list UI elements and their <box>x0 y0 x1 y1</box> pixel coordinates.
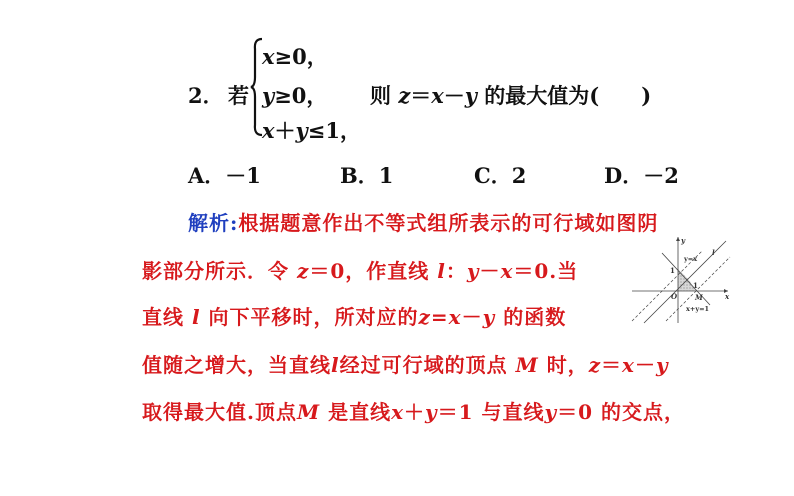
stem-eq: ＝ <box>410 83 432 108</box>
line4-a: 值随之增大，当直线 <box>142 353 331 377</box>
solution-line-3 <box>142 301 566 330</box>
cond3-var2: y <box>295 118 308 143</box>
line3-x: x <box>448 305 462 329</box>
line4-y: y <box>655 353 669 377</box>
condition-2 <box>262 80 327 110</box>
line4-m: M <box>515 353 539 377</box>
cond1-rest: ≥0， <box>274 44 328 69</box>
line4-z: z <box>588 353 602 377</box>
line2-c: ： <box>445 259 467 283</box>
cond1-var: x <box>262 44 275 69</box>
label-x-plus-y-eq-1: x+y=1 <box>686 305 710 313</box>
line2-l: l <box>437 259 446 283</box>
option-a[interactable] <box>188 160 261 190</box>
label-y-axis: y <box>681 236 686 245</box>
line5-d: ＝1 与直线 <box>437 400 545 424</box>
stem-y: y <box>464 83 477 108</box>
solution-line-1 <box>188 207 658 236</box>
label-1-y: 1 <box>670 266 675 275</box>
cond3-plus: ＋ <box>274 118 296 143</box>
option-d-label: D． <box>604 163 644 188</box>
cond2-rest: ≥0， <box>274 83 328 108</box>
stem-x: x <box>431 83 444 108</box>
line5-y2: y <box>544 400 558 424</box>
stem-z: z <box>398 83 411 108</box>
line3-l: l <box>191 305 201 329</box>
condition-3 <box>262 115 361 145</box>
option-a-value: －1 <box>225 163 261 188</box>
line4-x: x <box>622 353 635 377</box>
line3-e: 的函数 <box>503 305 567 329</box>
solution-colon: : <box>230 211 239 235</box>
condition-1 <box>262 41 328 71</box>
solution-line1-text: 根据题意作出不等式组所表示的可行域如图阴 <box>238 211 659 235</box>
label-O: O <box>671 292 678 301</box>
solution-heading: 解析 <box>188 211 230 235</box>
stem-ask: 的最大值为( ) <box>484 83 652 108</box>
option-c-value: 2 <box>511 163 527 188</box>
question-number: 2． <box>188 83 224 108</box>
line4-b: 经过可行域的顶点 <box>339 353 508 377</box>
y-axis-arrow <box>676 237 680 241</box>
question-ruo: 若 <box>228 83 249 108</box>
label-1-x: 1 <box>693 281 698 290</box>
line5-a: 取得最大值.顶点 <box>142 400 297 424</box>
line2-e: ＝0.当 <box>513 259 579 283</box>
line4-d: ＝ <box>601 353 623 377</box>
line4-e: － <box>634 353 656 377</box>
line5-c: ＋ <box>404 400 426 424</box>
line3-d: － <box>461 305 483 329</box>
option-d[interactable] <box>604 160 679 190</box>
option-c-label: C． <box>474 163 512 188</box>
line2-d: － <box>479 259 501 283</box>
feasible-region-figure <box>626 233 736 325</box>
question-stem <box>370 80 651 110</box>
label-y-eq-x: y=x <box>684 255 698 263</box>
label-M: M <box>695 293 703 302</box>
solution-line-2 <box>142 255 578 284</box>
line3-a: 直线 <box>142 305 184 329</box>
option-b[interactable] <box>340 160 393 190</box>
line2-z: z <box>296 259 310 283</box>
line4-l: l <box>331 353 340 377</box>
option-d-value: －2 <box>643 163 679 188</box>
line2-a: 影部分所示．令 <box>142 259 289 283</box>
line2-y: y <box>466 259 480 283</box>
line4-c: 时， <box>546 353 589 377</box>
option-c[interactable] <box>474 160 526 190</box>
cond2-var: y <box>262 83 275 108</box>
line5-x: x <box>391 400 405 424</box>
cond3-rest: ≤1， <box>307 118 361 143</box>
label-x-axis: x <box>725 292 730 301</box>
line3-c: = <box>430 305 449 329</box>
option-b-value: 1 <box>378 163 394 188</box>
line2-b: ＝0，作直线 <box>309 259 430 283</box>
line3-z: z <box>418 305 431 329</box>
label-l: l <box>712 248 715 257</box>
solution-line-5 <box>142 396 685 425</box>
stem-minus: － <box>443 83 465 108</box>
line2-x: x <box>500 259 514 283</box>
stem-then: 则 <box>370 83 391 108</box>
option-a-label: A． <box>188 163 226 188</box>
line3-y: y <box>482 305 496 329</box>
line5-m: M <box>296 400 321 424</box>
cond3-var1: x <box>262 118 275 143</box>
line5-b: 是直线 <box>328 400 392 424</box>
line3-b: 向下平移时，所对应的 <box>208 305 419 329</box>
option-b-label: B． <box>340 163 379 188</box>
solution-line-4 <box>142 349 669 378</box>
line5-e: ＝0 的交点， <box>557 400 686 424</box>
line5-y: y <box>425 400 438 424</box>
